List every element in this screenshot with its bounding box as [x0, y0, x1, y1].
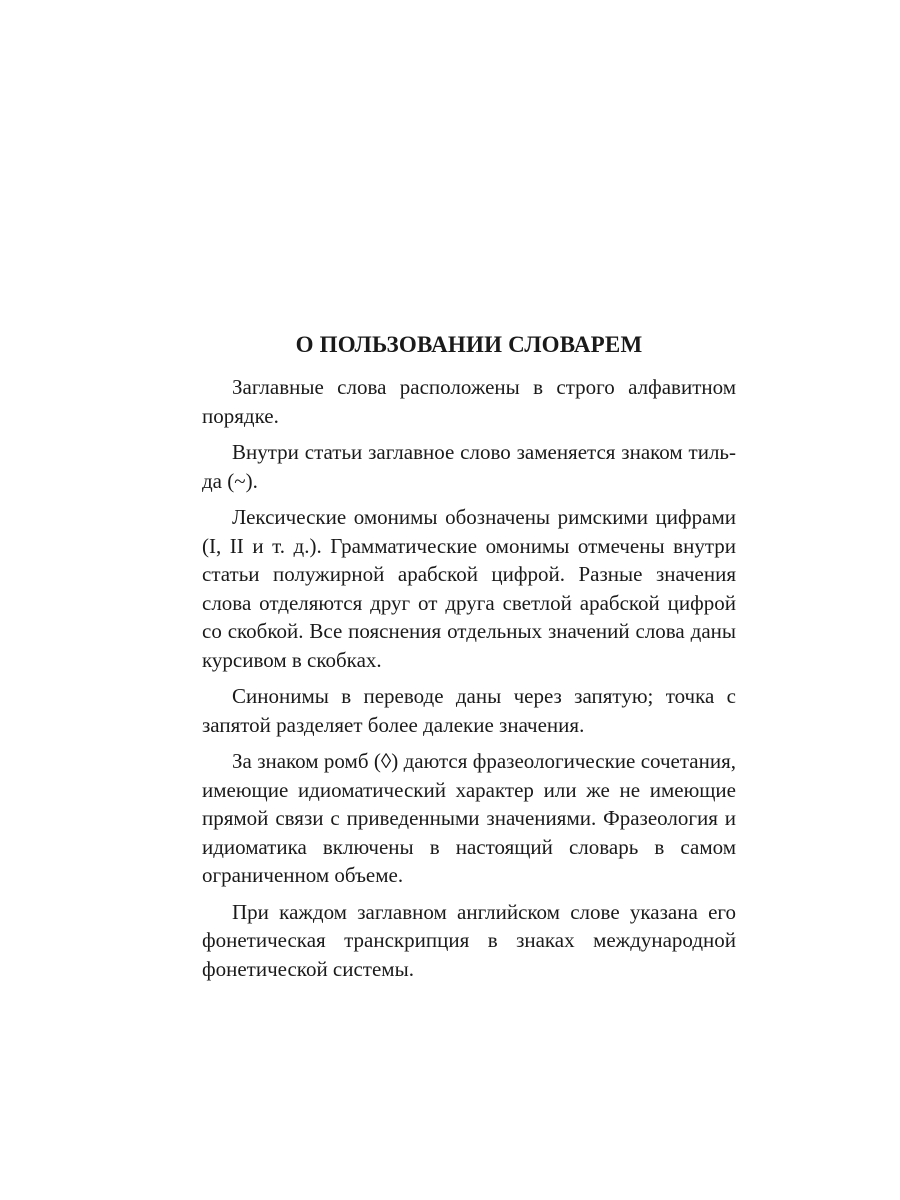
paragraph-phraseology: За знаком ромб (◊) даются фразеологические сочетания, имеющие идиоматический характер или же не имеющие прямой связи с приведенными значениями. Фразеология и идиоматика включены в настоящий словарь в самом ограниченном объеме.	[202, 749, 736, 887]
paragraph-transcription: При каждом заглавном английском слове указана его фонетическая транскрипция в знаках международной фонетической системы.	[202, 899, 736, 981]
paragraph-alphabetical-order: Заглавные слова расположены в строго алфавитном порядке.	[202, 375, 736, 428]
paragraph-tilde: Внутри статьи заглавное слово заменяется знаком тильда (~).	[202, 440, 736, 493]
paragraph-homonyms: Лексические омонимы обозначены римскими цифрами (I, II и т. д.). Грамматические омонимы отмечены внутри статьи полужирной арабской цифрой. Разные значения слова отделяются друг от друга светлой арабской цифрой со скобкой. Все пояснения отдельных значений слова даны курсивом в скобках.	[202, 505, 736, 672]
text-block	[202, 330, 736, 991]
page-title: О ПОЛЬЗОВАНИИ СЛОВАРЕМ	[295, 332, 643, 357]
paragraph-synonyms: Синонимы в переводе даны через запятую; точка с запятой разделяет более далекие значения.	[202, 684, 736, 737]
